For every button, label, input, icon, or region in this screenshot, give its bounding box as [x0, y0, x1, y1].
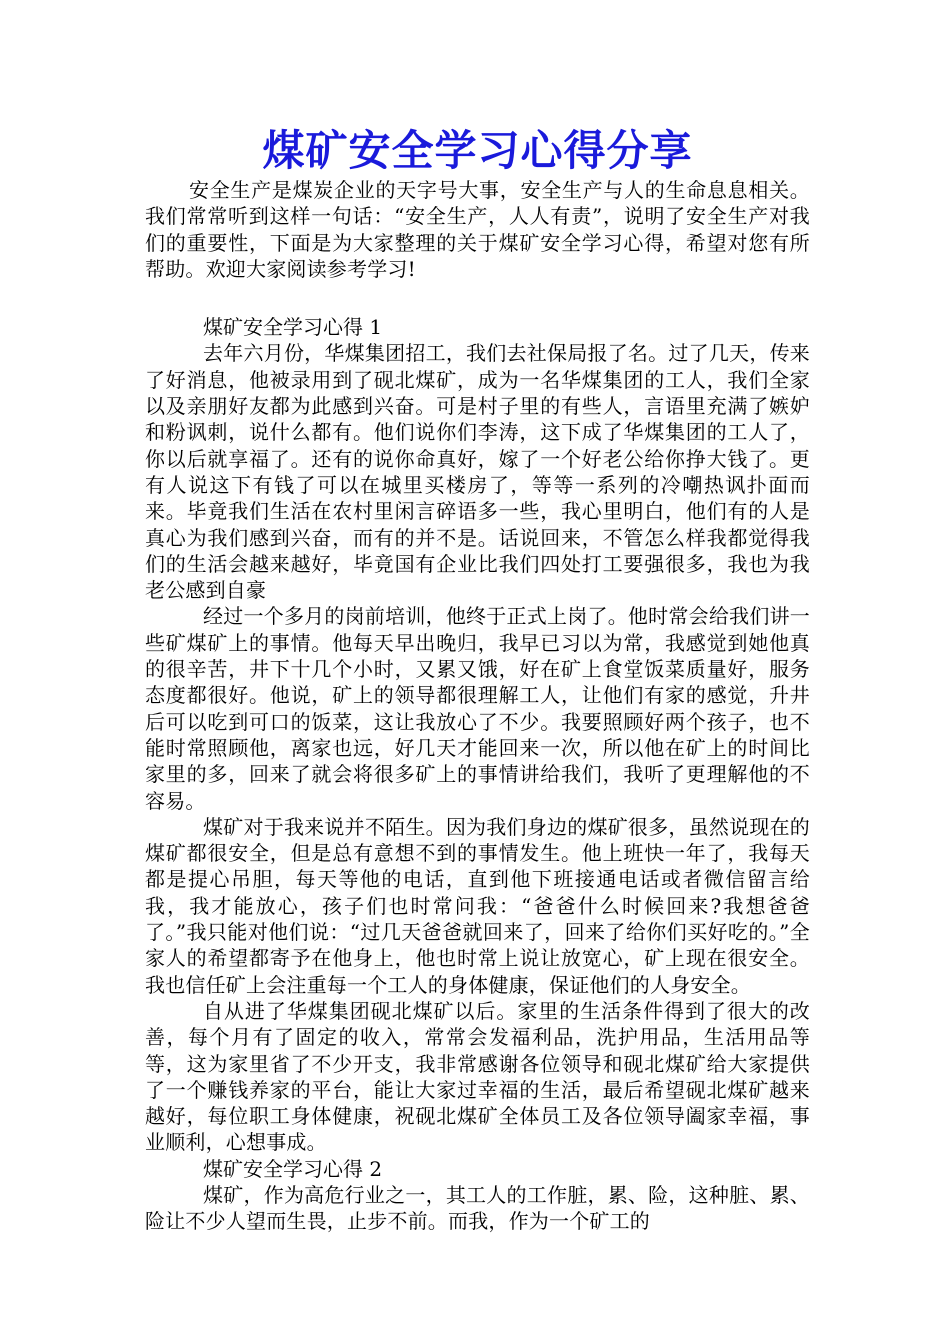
body-paragraph: 自从进了华煤集团砚北煤矿以后。家里的生活条件得到了很大的改善，每个月有了固定的收入，常常会发福利品，洗护用品，生活用品等等，这为家里省了不少开支，我非常感谢各位领导和砚北煤矿给大家提供了一个赚钱养家的平台，能让大家过幸福的生活，最后希望砚北煤矿越来越好，每位职工身体健康，祝砚北煤矿全体员工及各位领导阖家幸福，事业顺利，心想事成。: [145, 998, 810, 1155]
body-paragraph: 经过一个多月的岗前培训，他终于正式上岗了。他时常会给我们讲一些矿煤矿上的事情。他每天早出晚归，我早已习以为常，我感觉到她他真的很辛苦，井下十几个小时，又累又饿，好在矿上食堂饭菜质量好，服务态度都很好。他说，矿上的领导都很理解工人，让他们有家的感觉，升井后可以吃到可口的饭菜，这让我放心了不少。我要照顾好两个孩子，也不能时常照顾他，离家也远，好几天才能回来一次，所以他在矿上的时间比家里的多，回来了就会将很多矿上的事情讲给我们，我听了更理解他的不容易。: [145, 604, 810, 813]
document-page: [145, 125, 810, 1235]
body-paragraph: 煤矿，作为高危行业之一，其工人的工作脏，累、险，这种脏、累、险让不少人望而生畏，止步不前。而我，作为一个矿工的: [145, 1182, 810, 1234]
section-heading: 煤矿安全学习心得 1: [203, 315, 383, 340]
body-paragraph: 煤矿对于我来说并不陌生。因为我们身边的煤矿很多，虽然说现在的煤矿都很安全，但是总有意想不到的事情发生。他上班快一年了，我每天都是提心吊胆，每天等他的电话，直到他下班接通电话或者微信留言给我，我才能放心，孩子们也时常问我：“爸爸什么时候回来?我想爸爸了。”我只能对他们说：“过几天爸爸就回来了，回来了给你们买好吃的。”全家人的希望都寄予在他身上，他也时常上说让放宽心，矿上现在很安全。我也信任矿上会注重每一个工人的身体健康，保证他们的人身安全。: [145, 814, 810, 997]
document-title: 煤矿安全学习心得分享: [262, 126, 693, 175]
body-paragraph: 去年六月份，华煤集团招工，我们去社保局报了名。过了几天，传来了好消息，他被录用到了砚北煤矿，成为一名华煤集团的工人，我们全家以及亲朋好友都为此感到兴奋。可是村子里的有些人，言语里充满了嫉妒和粉讽刺，说什么都有。他们说你们李涛，这下成了华煤集团的工人了，你以后就享福了。还有的说你命真好，嫁了一个好老公给你挣大钱了。更有人说这下有钱了可以在城里买楼房了，等等一系列的冷嘲热讽扑面而来。毕竟我们生活在农村里闲言碎语多一些，我心里明白，他们有的人是真心为我们感到兴奋，而有的并不是。话说回来，不管怎么样我都觉得我们的生活会越来越好，毕竟国有企业比我们四处打工要强很多，我也为我老公感到自豪: [145, 341, 810, 603]
section-spacer: [145, 282, 810, 314]
section-heading: 煤矿安全学习心得 2: [203, 1156, 383, 1181]
intro-paragraph: 安全生产是煤炭企业的天字号大事，安全生产与人的生命息息相关。我们常常听到这样一句话：“安全生产，人人有责”，说明了安全生产对我们的重要性，下面是为大家整理的关于煤矿安全学习心得，希望对您有所帮助。欢迎大家阅读参考学习!: [145, 178, 810, 281]
section-1: [145, 314, 810, 1156]
section-2: [145, 1156, 810, 1235]
